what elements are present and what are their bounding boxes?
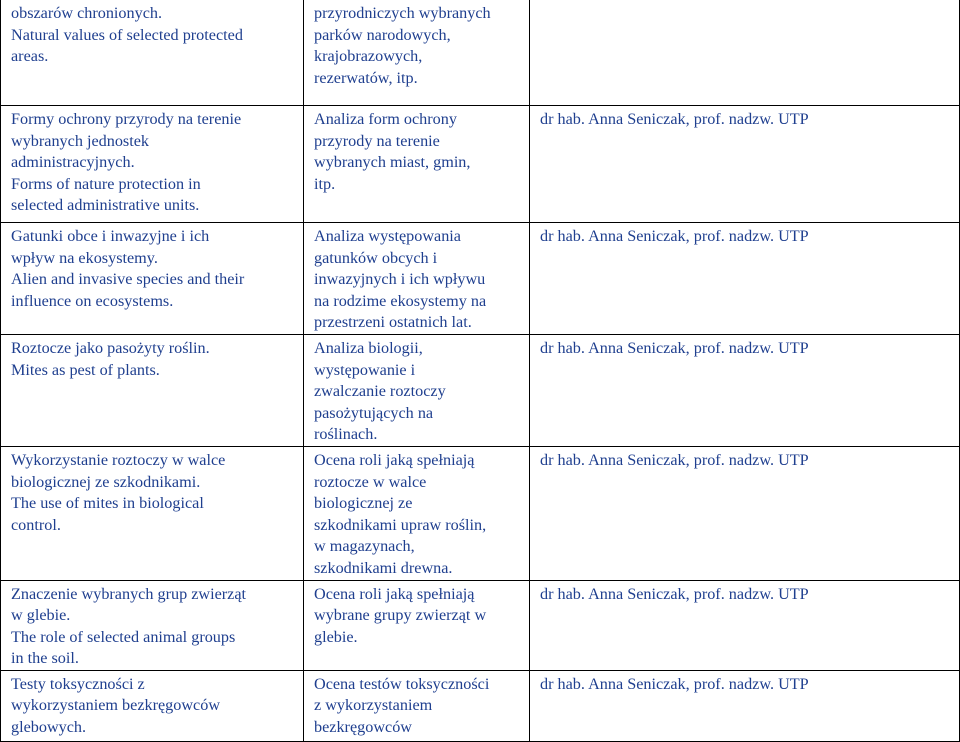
description-line: itp. [314, 174, 336, 193]
description-line: pasożytujących na [314, 403, 434, 422]
description-line: w magazynach, [314, 537, 415, 556]
table-row [1, 0, 960, 106]
description-line: inwazyjnych i ich wpływu [314, 270, 486, 289]
supervisor-cell [530, 670, 960, 741]
supervisor-cell [530, 580, 960, 670]
topic-line: Gatunki obce i inwazyjne i ich [11, 227, 210, 245]
description-line: Ocena roli jaką spełniają [314, 584, 475, 603]
supervisor-cell [530, 334, 960, 446]
table-row [1, 223, 960, 335]
description-line: roślinach. [314, 425, 378, 444]
topic-line: Formy ochrony przyrody na terenie [11, 110, 242, 128]
description-line: wybrane grupy zwierząt w [314, 606, 487, 625]
topic-line: in the soil. [11, 649, 79, 668]
supervisor-name: dr hab. Anna Seniczak, prof. nadzw. UTP [540, 227, 809, 245]
supervisor-cell [530, 223, 960, 335]
description-line: zwalczanie roztoczy [314, 382, 446, 401]
description-line: Ocena roli jaką spełniają [314, 450, 475, 469]
topic-line: Alien and invasive species and their [11, 270, 245, 289]
supervisor-name: dr hab. Anna Seniczak, prof. nadzw. UTP [540, 338, 809, 357]
description-line: Ocena testów toksyczności [314, 674, 490, 693]
description-cell [304, 223, 530, 335]
description-line: Analiza występowania [314, 227, 461, 245]
description-cell [304, 580, 530, 670]
topic-line: w glebie. [11, 606, 71, 625]
topic-line: selected administrative units. [11, 196, 200, 215]
topic-cell [1, 106, 304, 223]
supervisor-cell [530, 446, 960, 580]
topic-line: Natural values of selected protected [11, 25, 243, 44]
description-line: gatunków obcych i [314, 248, 438, 267]
topic-line: The use of mites in biological [11, 494, 204, 513]
table-row [1, 670, 960, 741]
topic-cell [1, 223, 304, 335]
description-cell [304, 446, 530, 580]
supervisor-name: dr hab. Anna Seniczak, prof. nadzw. UTP [540, 584, 809, 603]
description-cell [304, 106, 530, 223]
topic-line: glebowych. [11, 718, 87, 737]
description-line: przestrzeni ostatnich lat. [314, 313, 472, 332]
topic-line: Znaczenie wybranych grup zwierząt [11, 584, 247, 603]
description-line: występowanie i [314, 360, 416, 379]
description-line: glebie. [314, 627, 358, 646]
topic-line: influence on ecosystems. [11, 291, 174, 310]
description-line: szkodnikami drewna. [314, 558, 453, 577]
description-cell [304, 0, 530, 106]
description-line: przyrody na terenie [314, 131, 440, 150]
topic-cell [1, 670, 304, 741]
description-line: wybranych miast, gmin, [314, 153, 471, 172]
topic-line: wpływ na ekosystemy. [11, 248, 158, 267]
description-line: parków narodowych, [314, 25, 451, 44]
description-line: biologicznej ze [314, 494, 413, 513]
supervisor-cell [530, 0, 960, 106]
table-row [1, 334, 960, 446]
description-cell [304, 334, 530, 446]
table-row [1, 580, 960, 670]
description-line: szkodnikami upraw roślin, [314, 515, 487, 534]
description-line: Analiza form ochrony [314, 110, 457, 128]
supervisor-name: dr hab. Anna Seniczak, prof. nadzw. UTP [540, 674, 809, 693]
topic-cell [1, 0, 304, 106]
topic-line: Forms of nature protection in [11, 174, 201, 193]
supervisor-name: dr hab. Anna Seniczak, prof. nadzw. UTP [540, 110, 809, 128]
topic-line: The role of selected animal groups [11, 627, 236, 646]
topic-cell [1, 580, 304, 670]
supervisor-cell [530, 106, 960, 223]
description-line: rezerwatów, itp. [314, 68, 418, 87]
description-line: krajobrazowych, [314, 47, 423, 66]
topic-line: Wykorzystanie roztoczy w walce [11, 450, 226, 469]
topic-line: Roztocze jako pasożyty roślin. [11, 338, 210, 357]
topic-line: control. [11, 515, 61, 534]
topic-line: biologicznej ze szkodnikami. [11, 472, 201, 491]
description-line: bezkręgowców [314, 718, 412, 737]
description-line: przyrodniczych wybranych [314, 4, 491, 22]
topic-line: Mites as pest of plants. [11, 360, 160, 379]
description-line: z wykorzystaniem [314, 696, 433, 715]
topic-line: obszarów chronionych. [11, 4, 163, 22]
description-cell [304, 670, 530, 741]
description-line: Analiza biologii, [314, 338, 423, 357]
topic-cell [1, 446, 304, 580]
topic-line: areas. [11, 47, 49, 66]
topic-line: administracyjnych. [11, 153, 135, 172]
topic-line: wybranych jednostek [11, 131, 150, 150]
topic-line: wykorzystaniem bezkręgowców [11, 696, 221, 715]
topic-line: Testy toksyczności z [11, 674, 145, 693]
supervisor-name: dr hab. Anna Seniczak, prof. nadzw. UTP [540, 450, 809, 469]
description-line: na rodzime ekosystemy na [314, 291, 487, 310]
table-row [1, 106, 960, 223]
description-line: roztocze w walce [314, 472, 427, 491]
table-row [1, 446, 960, 580]
topic-cell [1, 334, 304, 446]
